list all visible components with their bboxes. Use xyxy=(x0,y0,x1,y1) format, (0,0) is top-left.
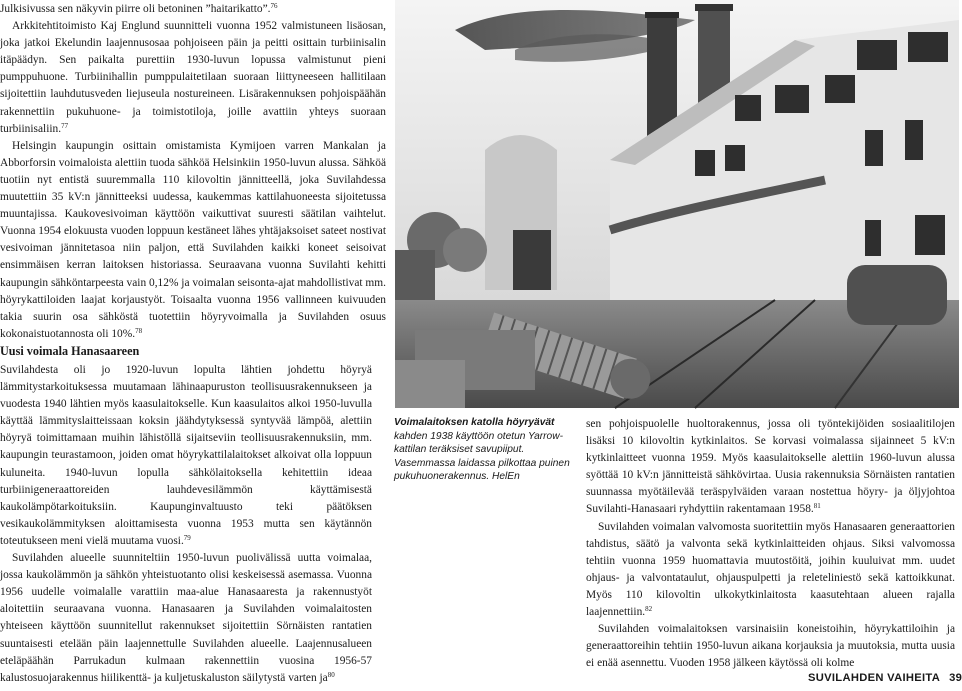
paragraph: Helsingin kaupungin osittain omistamista Kymijoen varren Mankalan ja Abborforsin voimaloista alettiin tuoda sähköä Helsinkiin 1950-luvun alussa. Sähköä tuotiin nyt entistä suuremmalla 110 kilovoltin jännitteellä, joka Suvilahdessa muutettiin 35 kV:n jännitteeksi uudessa, kaukemmas kattilahuoneesta sijoitetussa muuntajissa. Kaukovesivoiman käyttöön vaikuttivat suuresti säätilan vaihtelut. Vuonna 1954 elokuusta vuoden loppuun kestäneet lähes yhtäjaksoiset sateet nostivat vesivoiman jännitetasoa niin paljon, että Suvilahden kaikki koneet seisoivat ensimmäisen kerran laitoksen historiassa. Seuraavana vuonna Suvilahti kehitti kaupungin sähköntarpeesta vain 0,12% ja voimalan seisonta-ajat mahdollistivat mm. höyrykattiloiden laajat korjaustyöt. Toisaalta vuonna 1956 vallinneen kuivuuden takia suurin osa sähköstä tuotettiin höyryvoimalla ja Suvilahden osuus kokonaistuotannosta oli 10%.$^{78}$ xyxy=(0,139,386,340)
footnote-ref[interactable]: 76 xyxy=(270,2,278,10)
paragraph: Julkisivussa sen näkyvin piirre oli betoninen ”haitarikatto”.$^{76}$ xyxy=(0,2,278,15)
running-title: SUVILAHDEN VAIHEITA xyxy=(808,672,941,684)
caption-text: kahden 1938 käyttöön otetun Yarrow-kattilan teräksiset savupiiput. Vasemmassa laidassa pilkottaa puinen pukuhuonerakennus. HelEn xyxy=(394,430,570,483)
page-footer xyxy=(808,672,962,684)
paragraph: Suvilahden voimalaitoksen varsinaisiin koneistoihin, höyrykattiloihin ja generaattoreihin tehtiin 1950-luvun aikana korjauksia ja muutoksia, mutta uusia ei enää asennettu. Vuoden 1958 jälkeen käytössä oli kolme xyxy=(586,623,955,670)
paragraph: sen pohjoispuolelle huoltorakennus, jossa oli työntekijöiden sosiaalitilojen lisäksi 10 kilovoltin kytkinlaitos. Se korvasi voimalassa sijainneet 5 kV:n kytkinlaitteet vuonna 1959. Myös kaasulaitokselle alettiin 1960-luvun alussa syöttää 10 kV:n jännitteistä sähkövirtaa. Uusia rakennuksia Sörnäisten rantatien suunnassa myötäilevää teräspylväiden varaan nostettua höyry- ja öljyjohtoa Suvilahti-Hanasaari ryhdyttiin rakentamaan 1958.81 xyxy=(586,418,955,516)
footnote-ref[interactable]: 82 xyxy=(645,605,653,614)
power-plant-rooftop-photo xyxy=(395,0,959,408)
footnote-ref[interactable]: 80 xyxy=(327,670,335,679)
caption-lead: Voimalaitoksen katolla höyryävät xyxy=(394,417,555,428)
photo-caption xyxy=(394,416,572,484)
footnote-ref[interactable]: 79 xyxy=(183,533,191,542)
footnote-ref[interactable]: 77 xyxy=(61,121,69,130)
paragraph: Suvilahden alueelle suunniteltiin 1950-luvun puolivälissä uutta voimalaa, jossa kaukolämmön ja sähkön yhteistuotanto olisi keskeisessä asemassa. Vuonna 1956 uudelle voimalalle varattiin maa-alue Hanasaaresta ja rakennustyöt aloitettiin seuraavana vuonna. Hanasaaren ja Suvilahden voimalaitosten yhteiseen käyttöön suunnitellut rakennukset sijoitettiin Sörnäisten rantatien suuntaisesti etelään päin laajennettulle Suvilahden alueelle. Laajennusalueen eteläpäähän Parrukadun kulmaan rakennettiin vuosina 1956-57 kalustosuojarakennus hiilikenttä- ja kuljetuskaluston säilytystä varten $ja^{80}$ xyxy=(0,552,372,684)
section-heading: Uusi voimala Hanasaareen xyxy=(0,344,140,358)
paragraph: Arkkitehtitoimisto Kaj Englund suunnitteli vuonna 1952 valmistuneen lisäosan, joka jatkoi Ekelundin laajennusosaa pohjoiseen päin ja peitti osittain turbiinisalin itäpäädyn. Sen paikalta purettiin 1930-luvun lopussa valmistunut pieni pumppuhuone. Turbiinihallin pumppulaitetilaan suoraan liittyneeseen hallitilaan sijoitettiin lauhdutusveden liejuseula nostureineen. Lisärakennuksen pohjoispäähän rakennettiin pukuhuone- ja toimistotiloja, joille avattiin yhteys suoraan turbiinisaliin.$^{77}$ xyxy=(0,20,386,135)
footnote-ref[interactable]: 78 xyxy=(135,326,143,335)
paragraph: Suvilahdesta oli jo 1920-luvun lopulta lähtien johdettu höyryä lämmitystarkoituksessa muutamaan lähinaapuruston teollisuusrakennukseen ja vuodesta 1940 lähtien myös kaasulaitokselle. Kun kaasulaitos alkoi 1950-luvulla käyttää lämmityslaitteissaan koksin jäähdytyksessä syntyvää lämpöä, alettiin höyryä toimittamaan muihin lähistöllä sijaitseviin teollisuusrakennuksiin, mm. kaupungin teurastamoon, joiden omat höyrykattilalaitokset alkoivat olla loppuun kuluneita. 1940-luvun lopulla sähkölaitoksella kehitettiin ideaa turbiinigeneraattoreiden lauhdevesilämmön käyttämisestä kaukolämpötarkoituksiin. Kaupunginvaltuusto teki päätöksen vesikaukolämmityksen aloittamisesta vuonna 1953 mutta sen käytännön toteutukseen meni vielä muutama vuosi.$^{79}$ xyxy=(0,364,372,547)
left-column-top xyxy=(0,1,386,343)
right-column xyxy=(586,416,955,672)
paragraph: Suvilahden voimalan valvomosta suoritettiin myös Hanasaaren generaattorien tahdistus, säätö ja valvonta sekä kytkinlaitteiden ohjaus. Siksi valvomossa tehtiin vuonna 1959 huomattavia muutostöitä, joihin kuuluivat mm. uudet ohjaus- ja valvontataulut, ohjauspulpetti ja releteliniestö sekä kattoikkunat. Myös 110 kilovoltin ulkokytkinlaitosta kaasutehtaan alueen rajalla laajennettiin.$^{82}$ xyxy=(586,520,955,619)
left-column-bottom xyxy=(0,343,372,687)
page-number: 39 xyxy=(949,672,962,684)
footnote-ref[interactable]: 81 xyxy=(813,502,821,511)
